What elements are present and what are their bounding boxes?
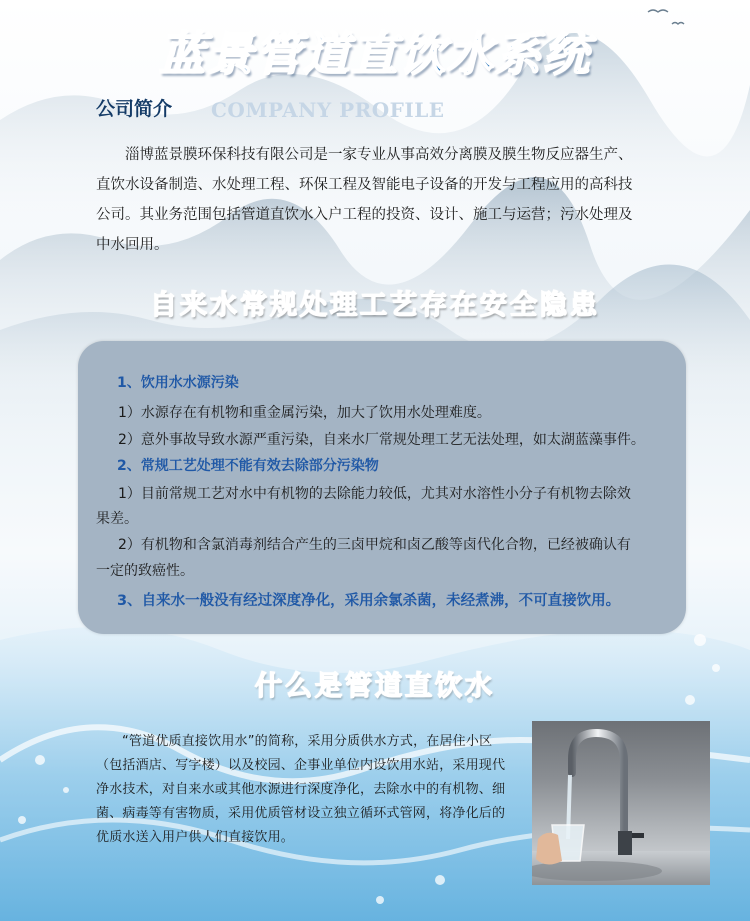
company-heading: 公司简介 (96, 98, 173, 120)
intro-line: 直饮水设备制造、水处理工程、环保工程及智能电子设备的开发与工程应用的高科技 (96, 177, 633, 193)
hazard-item2-title: 2、常规工艺处理不能有效去除部分污染物 (117, 458, 379, 474)
hazard-item2-p1a: 1）目前常规工艺对水中有机物的去除能力较低，尤其对水溶性小分子有机物去除效 (118, 486, 631, 502)
intro-line: 中水回用。 (96, 237, 169, 253)
company-heading-en: COMPANY PROFILE (211, 98, 445, 122)
desc-line: 优质水送入用户供人们直接饮用。 (96, 830, 295, 845)
what-title: 什么是管道直饮水 (255, 671, 495, 702)
desc-line: “管道优质直接饮用水”的简称，采用分质供水方式，在居住小区 (122, 734, 493, 749)
hazard-item1-p2: 2）意外事故导致水源严重污染，自来水厂常规处理工艺无法处理，如太湖蓝藻事件。 (118, 432, 645, 448)
what-description (96, 730, 514, 850)
hazard-title: 自来水常规处理工艺存在安全隐患 (150, 290, 600, 321)
main-title: 蓝景管道直饮水系统 (159, 27, 591, 81)
desc-line: 净水技术，对自来水或其他水源进行深度净化，去除水中的有机物、细 (96, 782, 506, 797)
hazard-item2-p2a: 2）有机物和含氯消毒剂结合产生的三卤甲烷和卤乙酸等卤代化合物，已经被确认有 (118, 537, 631, 553)
faucet-illustration (532, 721, 710, 885)
hazard-item3: 3、自来水一般没有经过深度净化，采用余氯杀菌，未经煮沸，不可直接饮用。 (117, 593, 621, 609)
company-intro (96, 140, 672, 260)
hazard-item2-p2b: 一定的致癌性。 (96, 563, 194, 579)
hazard-item1-title: 1、饮用水水源污染 (117, 375, 239, 391)
faucet-photo (532, 721, 710, 885)
intro-line: 淄博蓝景膜环保科技有限公司是一家专业从事高效分离膜及膜生物反应器生产、 (125, 147, 633, 163)
hazard-item2-p1b: 果差。 (96, 511, 138, 527)
desc-line: （包括酒店、写字楼）以及校园、企事业单位内设饮用水站，采用现代 (96, 758, 506, 773)
hazard-item1-p1: 1）水源存在有机物和重金属污染，加大了饮用水处理难度。 (118, 405, 491, 421)
desc-line: 菌、病毒等有害物质，采用优质管材设立独立循环式管网，将净化后的 (96, 806, 506, 821)
intro-line: 公司。其业务范围包括管道直饮水入户工程的投资、设计、施工与运营；污水处理及 (96, 207, 633, 223)
